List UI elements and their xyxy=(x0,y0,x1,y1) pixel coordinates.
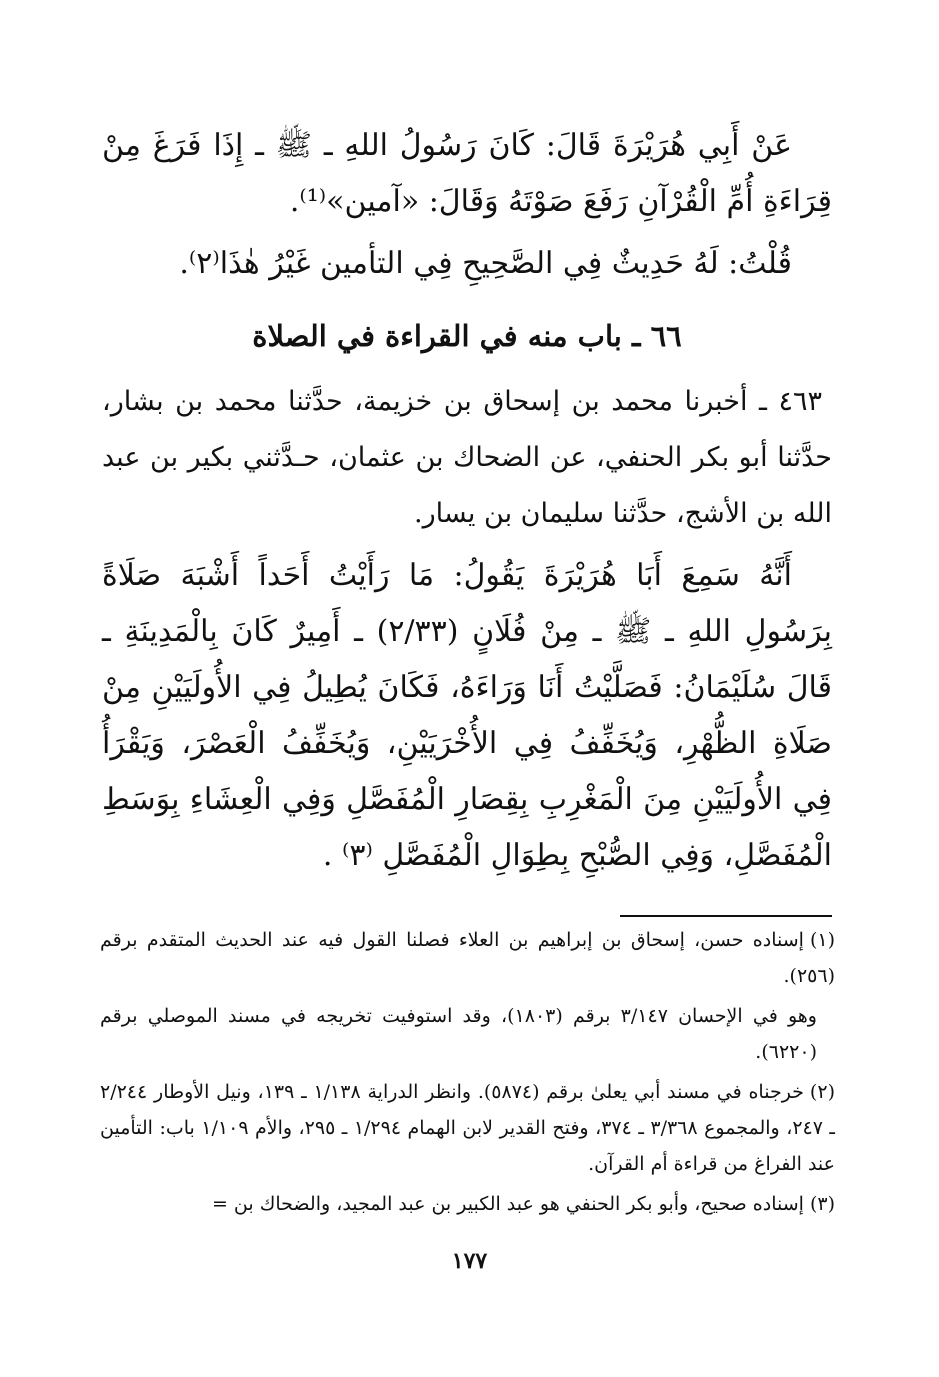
footnote-text: وهو في الإحسان ٣/١٤٧ برقم (١٨٠٣)، وقد استوفيت تخريجه في مسند الموصلي برقم (٦٢٢٠). xyxy=(100,1005,817,1063)
footnote-1-continuation xyxy=(100,998,835,1070)
hadith-text: أَنَّهُ سَمِعَ أَبَا هُرَيْرَةَ يَقُولُ: مَا رَأَيْتُ أَحَداً أَشْبَهَ صَلَاةً بِرَسُولِ اللهِ ـ ﷺ ـ مِنْ فُلَانٍ (٢/٣٣) ـ أَمِيرٌ كَانَ بِالْمَدِينَةِ ـ قَالَ سُلَيْمَانُ: فَصَلَّيْتُ أَنَا وَرَاءَهُ، فَكَانَ يُطِيلُ فِي الأُولَيَيْنِ مِنْ صَلَاةِ الظُّهْرِ، وَيُخَفِّفُ فِي الأُخْرَيَيْنِ، وَيُخَفِّفُ الْعَصْرَ، وَيَقْرَأُ فِي الأُولَيَيْنِ مِنَ الْمَغْرِبِ بِقِصَارِ الْمُفَصَّلِ وَفِي الْعِشَاءِ بِوَسَطِ الْمُفَصَّلِ، وَفِي الصُّبْحِ بِطِوَالِ الْمُفَصَّلِ ⁽٣⁾ . xyxy=(102,558,832,873)
footnote-3 xyxy=(100,1186,835,1222)
qultu-paragraph: قُلْتُ: لَهُ حَدِيثٌ فِي الصَّحِيحِ فِي التأمين غَيْرُ هٰذَا⁽٢⁾. xyxy=(179,246,792,281)
footnote-separator xyxy=(620,915,832,917)
footnotes xyxy=(100,922,835,1226)
footnote-number: (٣) xyxy=(809,1193,835,1215)
page-number: ١٧٧ xyxy=(451,1248,488,1274)
main-text xyxy=(102,118,832,884)
isnad-paragraph: ٤٦٣ ـ أخبرنا محمد بن إسحاق بن خزيمة، حدَّثنا محمد بن بشار، حدَّثنا أبو بكر الحنفي، عن الضحاك بن عثمان، حـدَّثني بكير بن عبد الله بن الأشج، حدَّثنا سليمان بن يسار. xyxy=(102,386,832,529)
footnote-text: خرجناه في مسند أبي يعلىٰ برقم (٥٨٧٤). وانظر الدراية ١/١٣٨ ـ ١٣٩، ونيل الأوطار ٢/٢٤٤ ـ ٢٤٧، والمجموع ٣/٣٦٨ ـ ٣٧٤، وفتح القدير لابن الهمام ١/٢٩٤ ـ ٢٩٥، والأم ١/١٠٩ باب: التأمين عند الفراغ من قراءة أم القرآن. xyxy=(100,1081,835,1175)
footnote-number: (١) xyxy=(809,929,835,951)
footnote-1 xyxy=(100,922,835,994)
intro-paragraph: عَنْ أَبِي هُرَيْرَةَ قَالَ: كَانَ رَسُولُ اللهِ ـ ﷺ ـ إِذَا فَرَغَ مِنْ قِرَاءَةِ أُمِّ الْقُرْآنِ رَفَعَ صَوْتَهُ وَقَالَ: «آمين»⁽¹⁾. xyxy=(102,128,832,219)
footnote-text: إسناده صحيح، وأبو بكر الحنفي هو عبد الكبير بن عبد المجيد، والضحاك بن = xyxy=(211,1193,804,1215)
footnote-number: (٢) xyxy=(809,1081,835,1103)
footnote-text: إسناده حسن، إسحاق بن إبراهيم بن العلاء فصلنا القول فيه عند الحديث المتقدم برقم (٢٥٦). xyxy=(100,929,835,987)
chapter-heading: ٦٦ ـ باب منه في القراءة في الصلاة xyxy=(252,319,682,353)
footnote-2 xyxy=(100,1074,835,1182)
